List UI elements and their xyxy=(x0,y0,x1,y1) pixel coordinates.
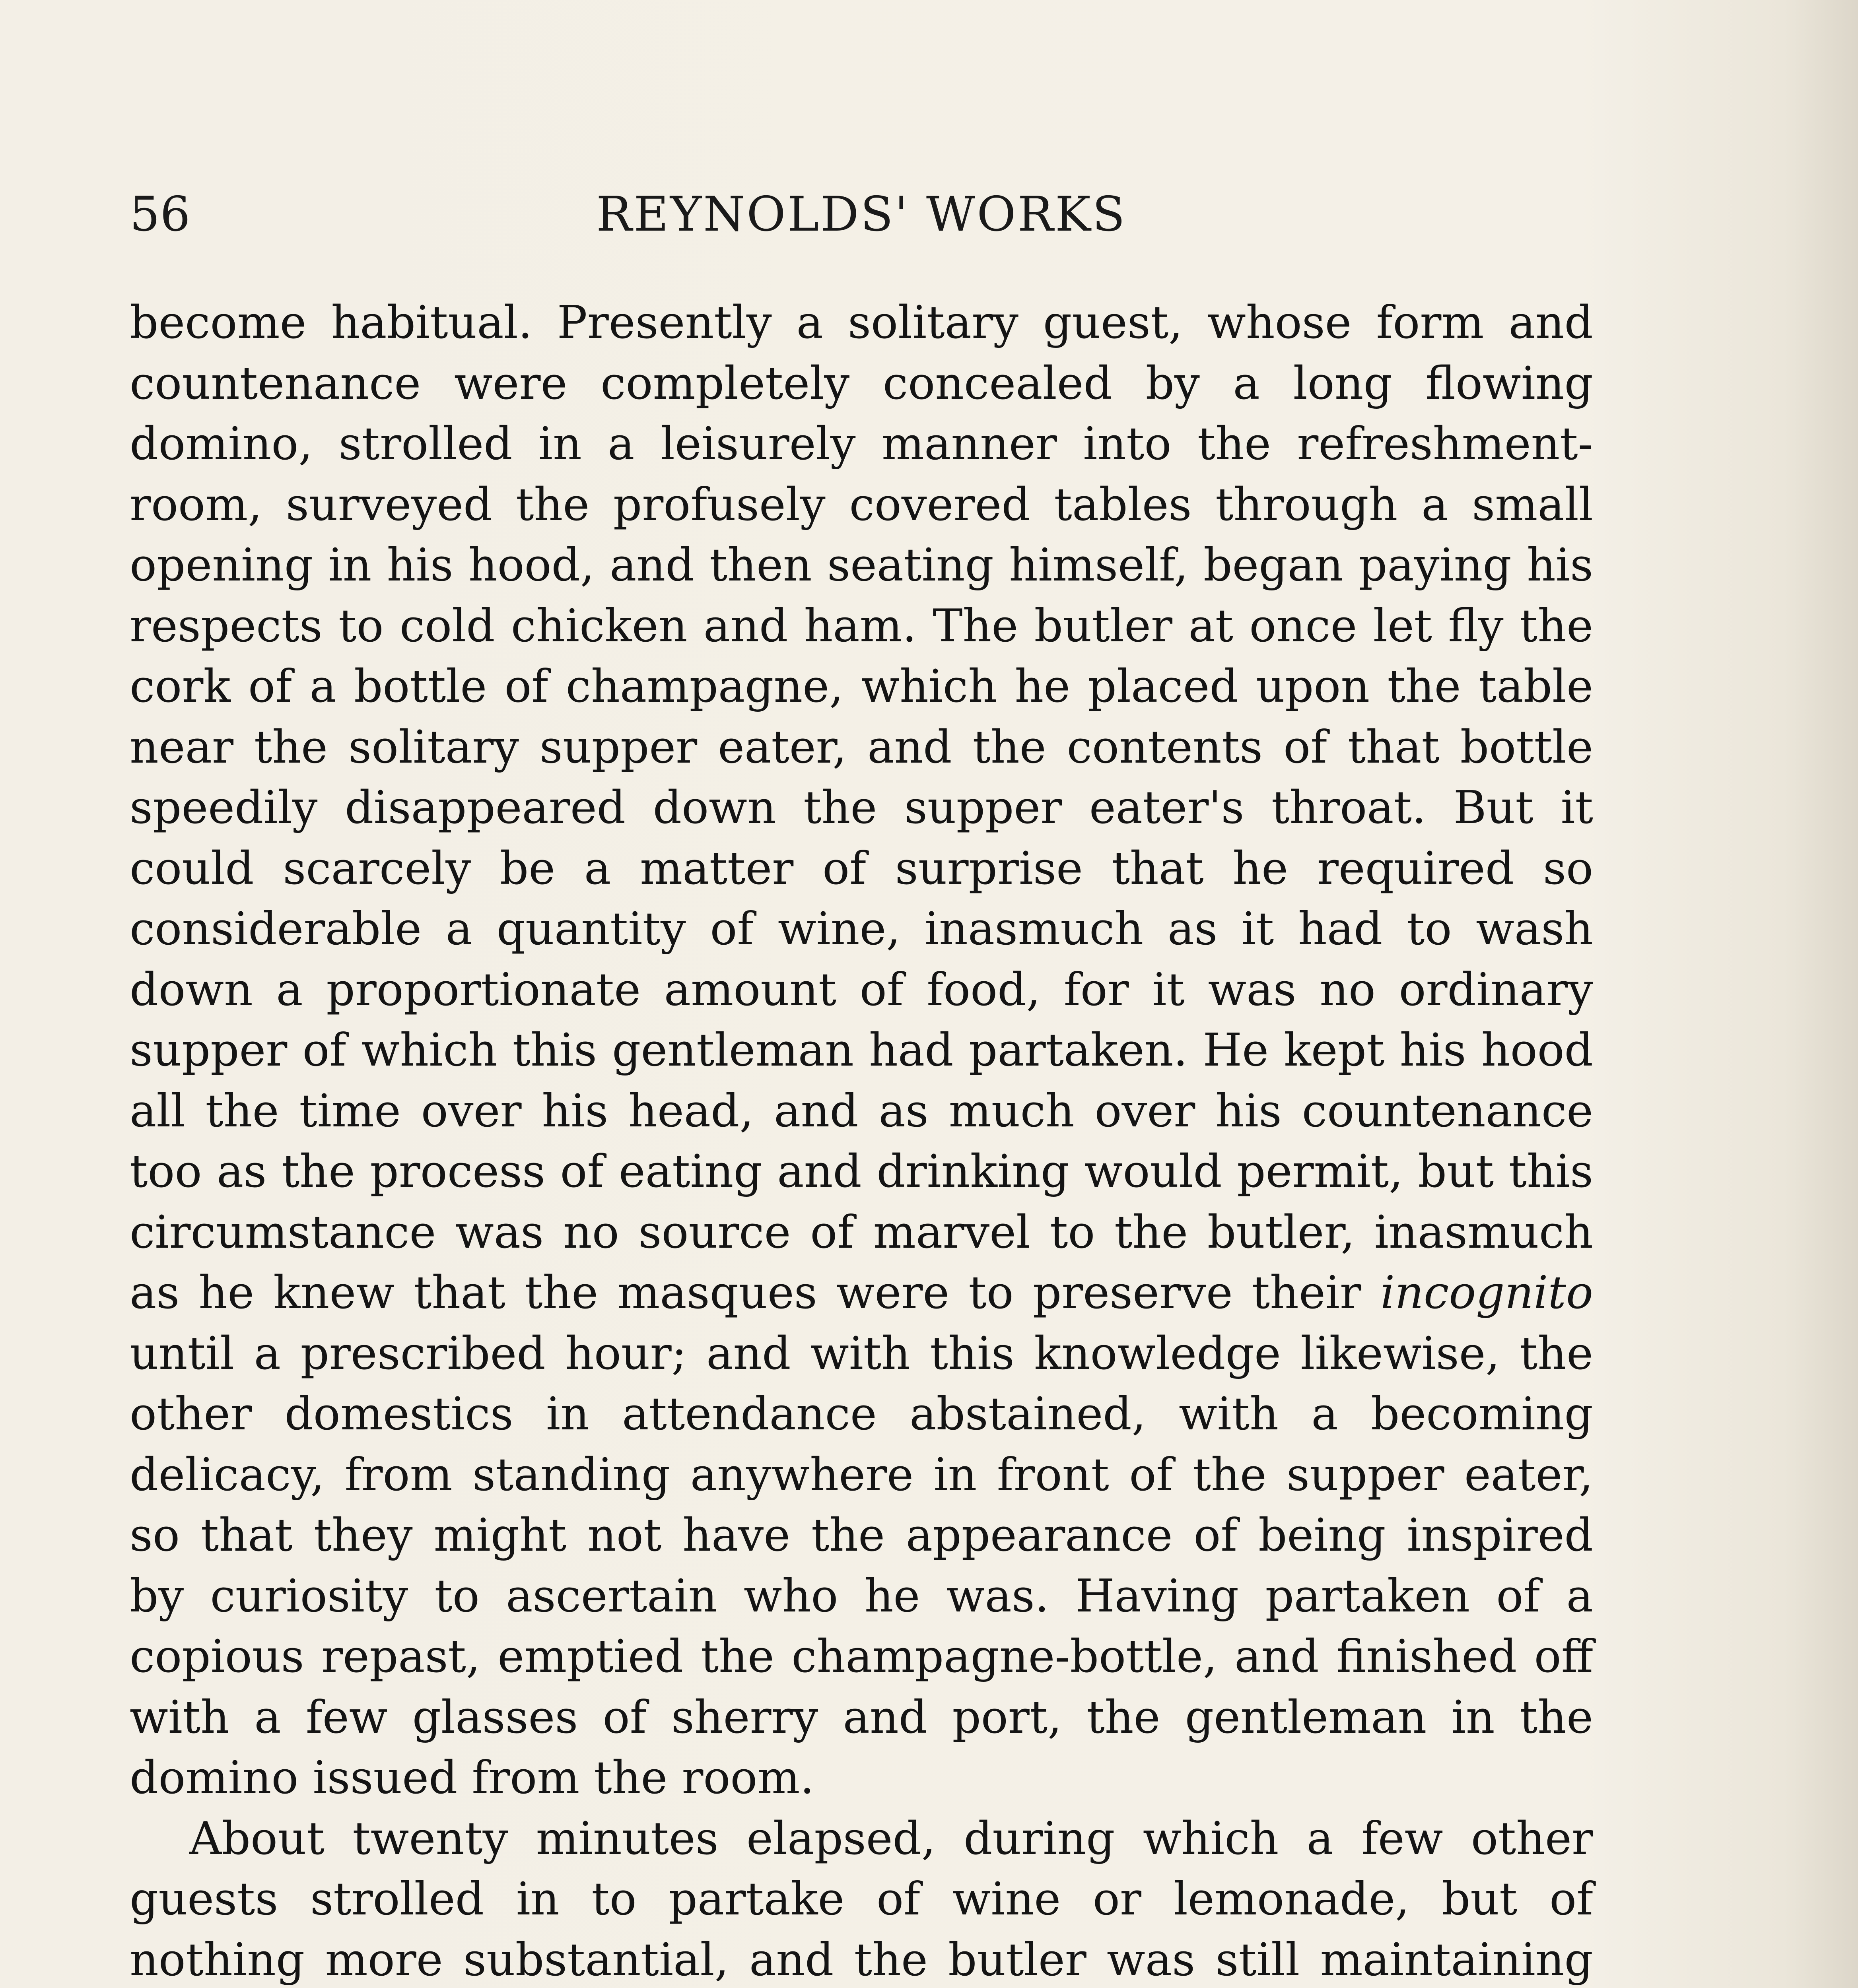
paragraph-1-text-end: until a prescribed hour; and with this knowledge likewise, the other domestics in attendance abstained, with a becoming delicacy, from standing anywhere in front of the supper eater, so that they might not have the appearance of being inspired by curiosity to ascertain who he was. Having partaken of a copious repast, emptied the champagne-bottle, and finished off with a few glasses of sherry and port, the gentleman in the domino issued from the room. xyxy=(130,1327,1593,1804)
page-number: 56 xyxy=(130,187,190,242)
paragraph-1-text-start: become habitual. Presently a solitary guest, whose form and countenance were completely concealed by a long flowing domino, strolled in a leisurely manner into the refreshment-room, surveyed the profusely covered tables through a small opening in his hood, and then seating himself, began paying his respects to cold chicken and ham. The butler at once let fly the cork of a bottle of champagne, which he placed upon the table near the solitary supper eater, and the contents of that bottle speedily disappeared down the supper eater's throat. But it could scarcely be a matter of surprise that he required so considerable a quantity of wine, inasmuch as it had to wash down a proportionate amount of food, for it was no ordinary supper of which this gentleman had partaken. He kept his hood all the time over his head, and as much over his countenance too as the process of eating and drinking would permit, but this circumstance was no source of marvel to the butler, inasmuch as he knew that the masques were to preserve their xyxy=(130,296,1593,1319)
paragraph-1 xyxy=(130,292,1593,1808)
paragraph-2: About twenty minutes elapsed, during which a few other guests strolled in to partake of wine or lemonade, but of nothing more substantial, and the butler was still maintaining xyxy=(130,1812,1593,1986)
italic-word: incognito xyxy=(1380,1266,1593,1319)
body-text xyxy=(130,292,1593,1988)
running-title: REYNOLDS' WORKS xyxy=(596,187,1127,242)
page-header xyxy=(130,187,1593,247)
